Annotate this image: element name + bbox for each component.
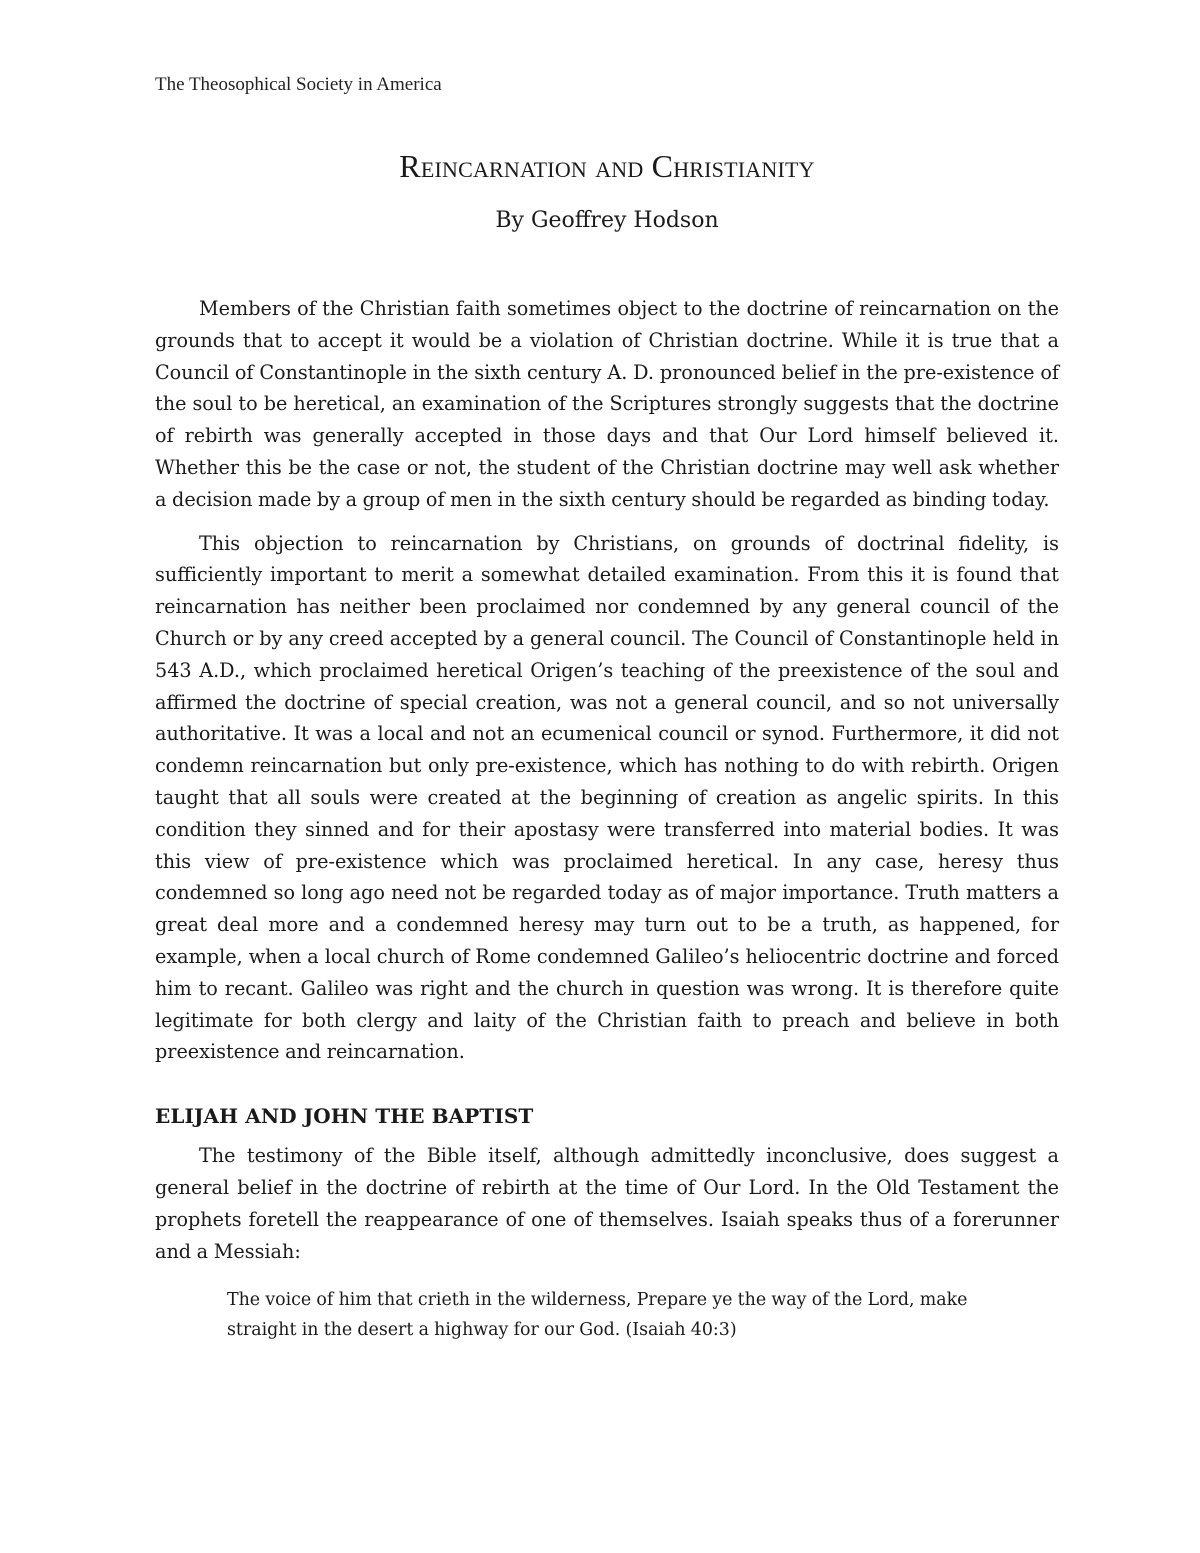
section-paragraph: The testimony of the Bible itself, although admittedly inconclusive, does suggest a general belief in the doctrine of rebirth at the time of Our Lord. In the Old Testament the prophets foretell the reappearance of one of themselves. Isaiah speaks thus of a forerunner and a Messiah: xyxy=(155,1144,1059,1263)
running-header: The Theosophical Society in America xyxy=(155,74,442,95)
article-body xyxy=(155,293,1059,1345)
scripture-quote: The voice of him that crieth in the wilderness, Prepare ye the way of the Lord, make straight in the desert a highway for our God. (Isaiah 40:3) xyxy=(227,1290,968,1341)
body-paragraph-2: This objection to reincarnation by Christians, on grounds of doctrinal fidelity, is sufficiently important to merit a somewhat detailed examination. From this it is found that reincarnation has neither been proclaimed nor condemned by any general council of the Church or by any creed accepted by a general council. The Council of Constantinople held in 543 A.D., which proclaimed heretical Origen’s teaching of the preexistence of the soul and affirmed the doctrine of special creation, was not a general council, and so not universally authoritative. It was a local and not an ecumenical council or synod. Furthermore, it did not condemn reincarnation but only pre-existence, which has nothing to do with rebirth. Origen taught that all souls were created at the beginning of creation as angelic spirits. In this condition they sinned and for their apostasy were transferred into material bodies. It was this view of pre-existence which was proclaimed heretical. In any case, heresy thus condemned so long ago need not be regarded today as of major importance. Truth matters a great deal more and a condemned heresy may turn out to be a truth, as happened, for example, when a local church of Rome condemned Galileo’s heliocentric doctrine and forced him to recant. Galileo was right and the church in question was wrong. It is therefore quite legitimate for both clergy and laity of the Christian faith to preach and believe in both preexistence and reincarnation. xyxy=(155,531,1059,1064)
article-byline: By Geoffrey Hodson xyxy=(495,208,719,233)
section-heading: ELIJAH AND JOHN THE BAPTIST xyxy=(155,1104,534,1129)
article-title: Reincarnation and Christianity xyxy=(399,148,815,184)
body-paragraph-1: Members of the Christian faith sometimes object to the doctrine of reincarnation on the grounds that to accept it would be a violation of Christian doctrine. While it is true that a Council of Constantinople in the sixth century A. D. pronounced belief in the pre-existence of the soul to be heretical, an examination of the Scriptures strongly suggests that the doctrine of rebirth was generally accepted in those days and that Our Lord himself believed it. Whether this be the case or not, the student of the Christian doctrine may well ask whether a decision made by a group of men in the sixth century should be regarded as binding today. xyxy=(155,297,1059,511)
